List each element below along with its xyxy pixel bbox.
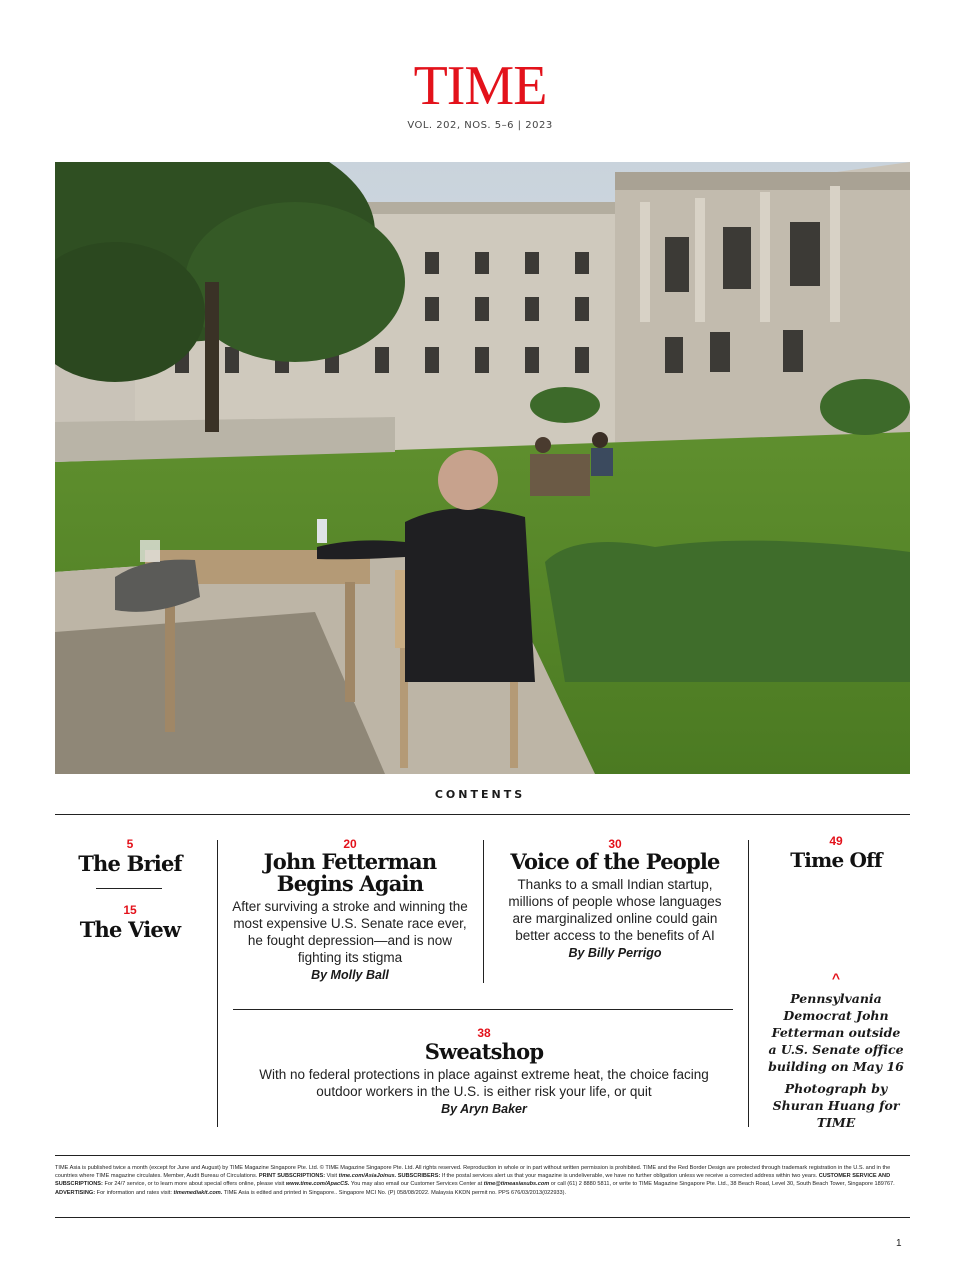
senate-courtyard-illustration (55, 162, 910, 774)
story-title-line-2: Begins Again (276, 871, 424, 896)
story-description: With no federal protections in place against extreme heat, the choice facing outdoor workers in the U.S. is either risk your life, or quit (259, 1067, 709, 1099)
story-title: Voice of the People (510, 849, 720, 874)
story-description: Thanks to a small Indian startup, millions of people whose languages are marginalized online could gain better access to the benefits of AI (508, 877, 722, 943)
section-title-time-off: Time Off (790, 848, 882, 872)
publisher-fine-print (55, 1164, 910, 1197)
issue-info: VOL. 202, NOS. 5–6 | 2023 (407, 120, 553, 131)
story-title-line-1: John Fetterman (263, 849, 437, 874)
toc-the-view[interactable] (60, 903, 200, 942)
section-title-brief: The Brief (78, 851, 182, 876)
page-number: 1 (896, 1238, 902, 1249)
subscription-link[interactable]: time.com/AsiaJoinus. (338, 1173, 397, 1180)
page-number-fetterman: 20 (343, 837, 357, 851)
time-logo: TIME (413, 55, 547, 117)
fine-print-label: PRINT SUBSCRIPTIONS: (258, 1173, 326, 1180)
page-number-time-off: 49 (829, 834, 843, 848)
toc-voice-story[interactable] (500, 837, 730, 960)
toc-time-off[interactable] (768, 834, 904, 872)
fine-print-text: You may also email our Customer Services Center at (350, 1181, 483, 1188)
photo-caption (768, 990, 904, 1131)
fine-print-text: Visit (326, 1173, 338, 1180)
page-number-sweatshop: 38 (477, 1026, 491, 1040)
fine-print-label: SUBSCRIBERS: (397, 1173, 441, 1180)
caption-text: Pennsylvania Democrat John Fetterman outside a U.S. Senate office building on May 16 (768, 991, 904, 1074)
fine-print-label: CUSTOMER SERVICE AND SUBSCRIPTIONS: (55, 1173, 891, 1188)
fine-print-text: For information and rates visit: (96, 1189, 172, 1196)
column-rule-right (748, 840, 749, 1127)
toc-sweatshop-story[interactable] (258, 1026, 710, 1116)
customer-service-link[interactable]: www.time.com/ApacCS. (285, 1181, 350, 1188)
contents-heading: CONTENTS (434, 788, 526, 801)
fine-print-text: or call (61) 2 8880 5811, or write to TIME Magazine Singapore Pte. Ltd., 38 Beach Road, Level 30, South Beach Tower, Singapore 189767. (550, 1181, 895, 1188)
page-number-voice: 30 (608, 837, 622, 851)
toc-fetterman-story[interactable] (229, 837, 471, 982)
fine-print-text: TIME Asia is published twice a month (except for June and August) by TIME Magazine Singapore Pte. Ltd. © TIME Magazine Singapore Pte. Ltd. All rights reserved. Reproduction in whole or in part without written permission is prohibited. TIME and the Red Border Design are protected through trademark registration in the U.S. and in the countries where TIME magazine circulates. Member, Audit Bureau of Circulations. (55, 1165, 891, 1180)
masthead (0, 55, 960, 131)
caret-up-icon: ^ (831, 970, 841, 986)
page-number-view: 15 (123, 903, 137, 917)
fine-print-bottom-rule (55, 1217, 910, 1218)
fine-print-text: If the postal services alert us that your magazine is undeliverable, we have no further obligation unless we receive a corrected address within two years. (441, 1173, 818, 1180)
story-description: After surviving a stroke and winning the most expensive U.S. Senate race ever, he fought depression—and is now fighting its stigma (232, 899, 468, 965)
sweatshop-divider (233, 1009, 733, 1010)
fine-print-text: For 24/7 service, or to learn more about special offers online, please visit (104, 1181, 285, 1188)
byline: By Aryn Baker (441, 1102, 527, 1116)
fine-print-label: ADVERTISING: (55, 1189, 96, 1196)
brief-view-divider (96, 888, 162, 889)
customer-email-link[interactable]: time@timeasiasubs.com (483, 1181, 550, 1188)
byline: By Billy Perrigo (568, 946, 662, 960)
toc-the-brief[interactable] (60, 837, 200, 876)
photo-credit: Photograph by Shuran Huang for TIME (772, 1081, 900, 1130)
media-kit-link[interactable]: timemediakit.com. (173, 1189, 223, 1196)
contents-divider (55, 814, 910, 815)
fine-print-text: TIME Asia is edited and printed in Singapore.. Singapore MCI No. (P) 058/08/2022. Malaysia KKDN permit no. PPS 676/03/2013(022933). (223, 1189, 567, 1196)
byline: By Molly Ball (311, 968, 389, 982)
fine-print-top-rule (55, 1155, 910, 1156)
column-rule-left (217, 840, 218, 1127)
page-number-brief: 5 (126, 837, 134, 851)
cover-photo (55, 162, 910, 774)
column-rule-middle (483, 840, 484, 983)
section-title-view: The View (79, 917, 181, 942)
story-title: Sweatshop (424, 1039, 544, 1064)
